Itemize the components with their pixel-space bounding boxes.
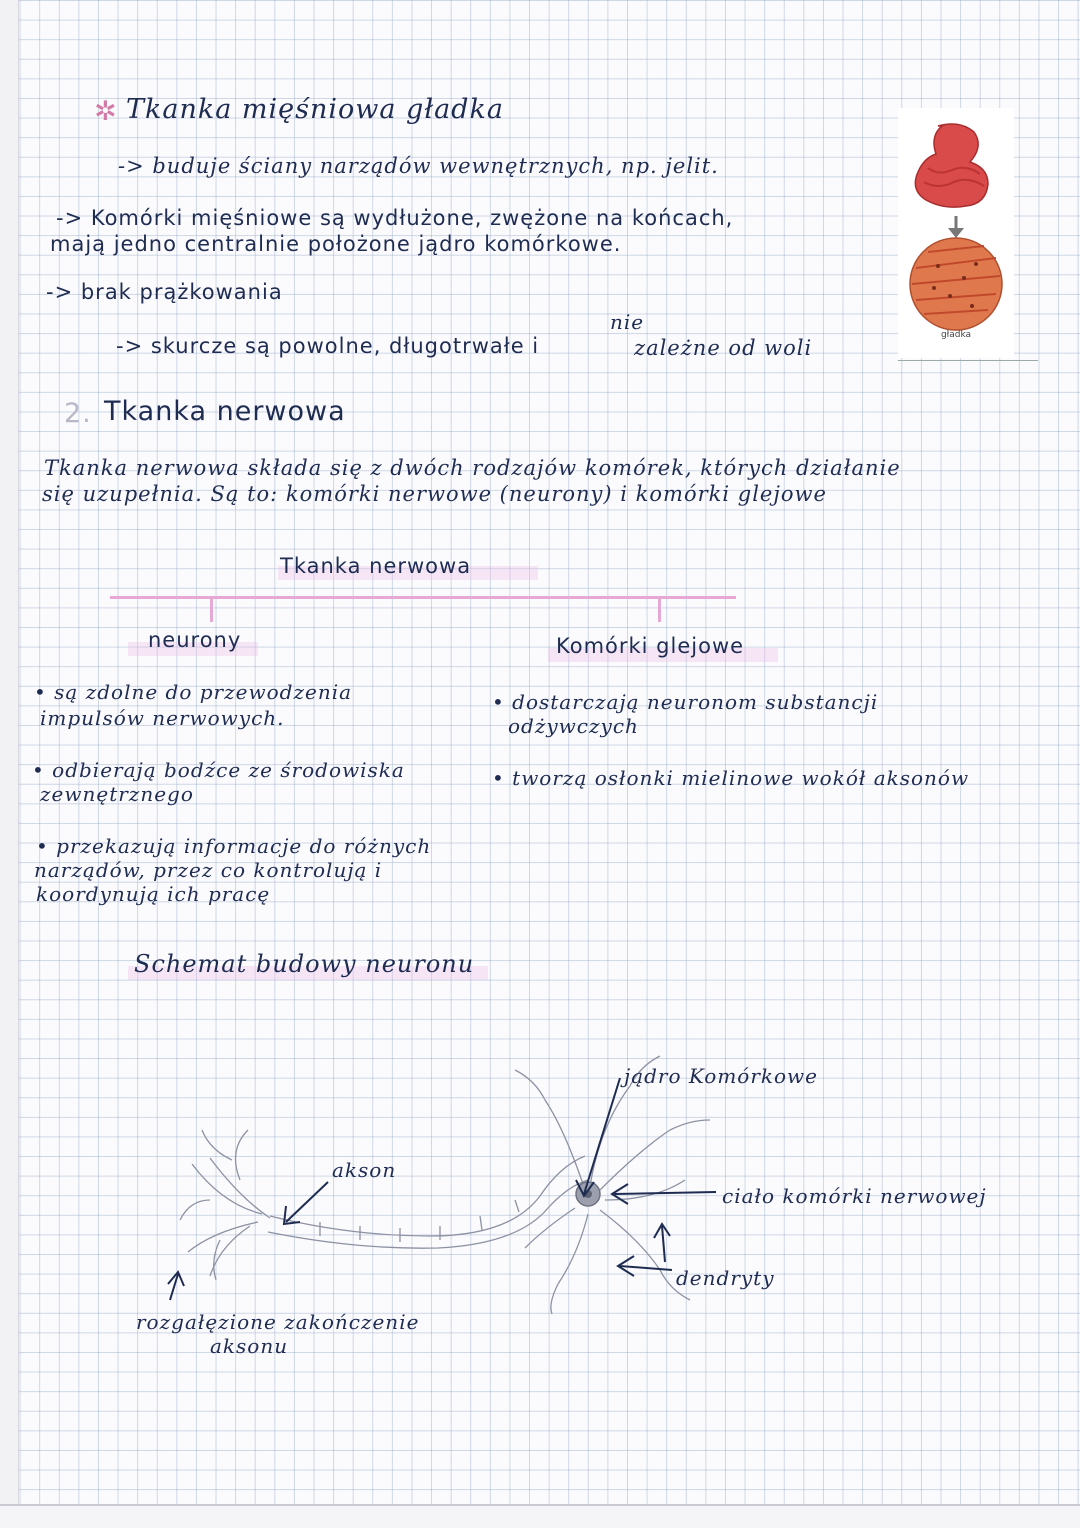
left-item-1b: impulsów nerwowych. (40, 706, 285, 730)
page-bottom-edge (0, 1504, 1080, 1528)
left-item-3b: narządów, przez co kontrolują i (34, 858, 383, 882)
section1-line2b: mają jedno centralnie położone jądro komórkowe. (50, 232, 622, 256)
section2-intro-a: Tkanka nerwowa składa się z dwóch rodzajów komórek, których działanie (44, 456, 901, 480)
smooth-muscle-image (898, 108, 1014, 358)
image-underline (898, 360, 1038, 361)
left-item-3a: • przekazują informacje do różnych (36, 834, 432, 858)
tree-right-title: Komórki glejowe (556, 634, 745, 658)
right-item-2: • tworzą osłonki mielinowe wokół aksonów (492, 766, 970, 790)
star-bullet-icon: ✲ (94, 96, 118, 127)
smooth-muscle-caption: gładka (940, 330, 972, 340)
section1-line1: -> buduje ściany narządów wewnętrznych, np. jelit. (118, 154, 719, 178)
label-soma: ciało komórki nerwowej (722, 1184, 987, 1208)
section2-number: 2. (64, 398, 92, 429)
section1-line4-prefix: -> skurcze są powolne, długotrwałe i (116, 334, 540, 358)
section1-line4-insert: nie (610, 310, 645, 334)
label-terminal-b: aksonu (210, 1334, 289, 1358)
section2-intro-b: się uzupełnia. Są to: komórki nerwowe (neurony) i komórki glejowe (42, 482, 827, 506)
left-item-2a: • odbierają bodźce ze środowiska (32, 758, 405, 782)
left-item-2b: zewnętrznego (40, 782, 194, 806)
tree-horizontal-line (110, 596, 736, 599)
section1-line2a: -> Komórki mięśniowe są wydłużone, zwężone na końcach, (56, 206, 734, 230)
tree-left-branch (210, 598, 213, 622)
tree-left-title: neurony (148, 628, 242, 652)
neuron-drawing (0, 1040, 1080, 1400)
section1-line4-suffix: zależne od woli (634, 336, 813, 360)
right-item-1a: • dostarczają neuronom substancji (492, 690, 879, 714)
label-nucleus: jądro Komórkowe (624, 1064, 819, 1088)
left-item-1a: • są zdolne do przewodzenia (34, 680, 353, 704)
tree-right-branch (658, 598, 661, 622)
section1-title: Tkanka mięśniowa gładka (126, 94, 504, 125)
section2-title: Tkanka nerwowa (104, 396, 346, 427)
diagram-title: Schemat budowy neuronu (134, 950, 475, 978)
left-item-3c: koordynują ich pracę (36, 882, 271, 906)
label-dendrites: dendryty (676, 1266, 775, 1290)
right-item-1b: odżywczych (508, 714, 639, 738)
label-terminal-a: rozgałęzione zakończenie (136, 1310, 420, 1334)
section1-line3: -> brak prążkowania (46, 280, 283, 304)
tree-root: Tkanka nerwowa (280, 554, 472, 578)
label-axon: akson (332, 1158, 397, 1182)
